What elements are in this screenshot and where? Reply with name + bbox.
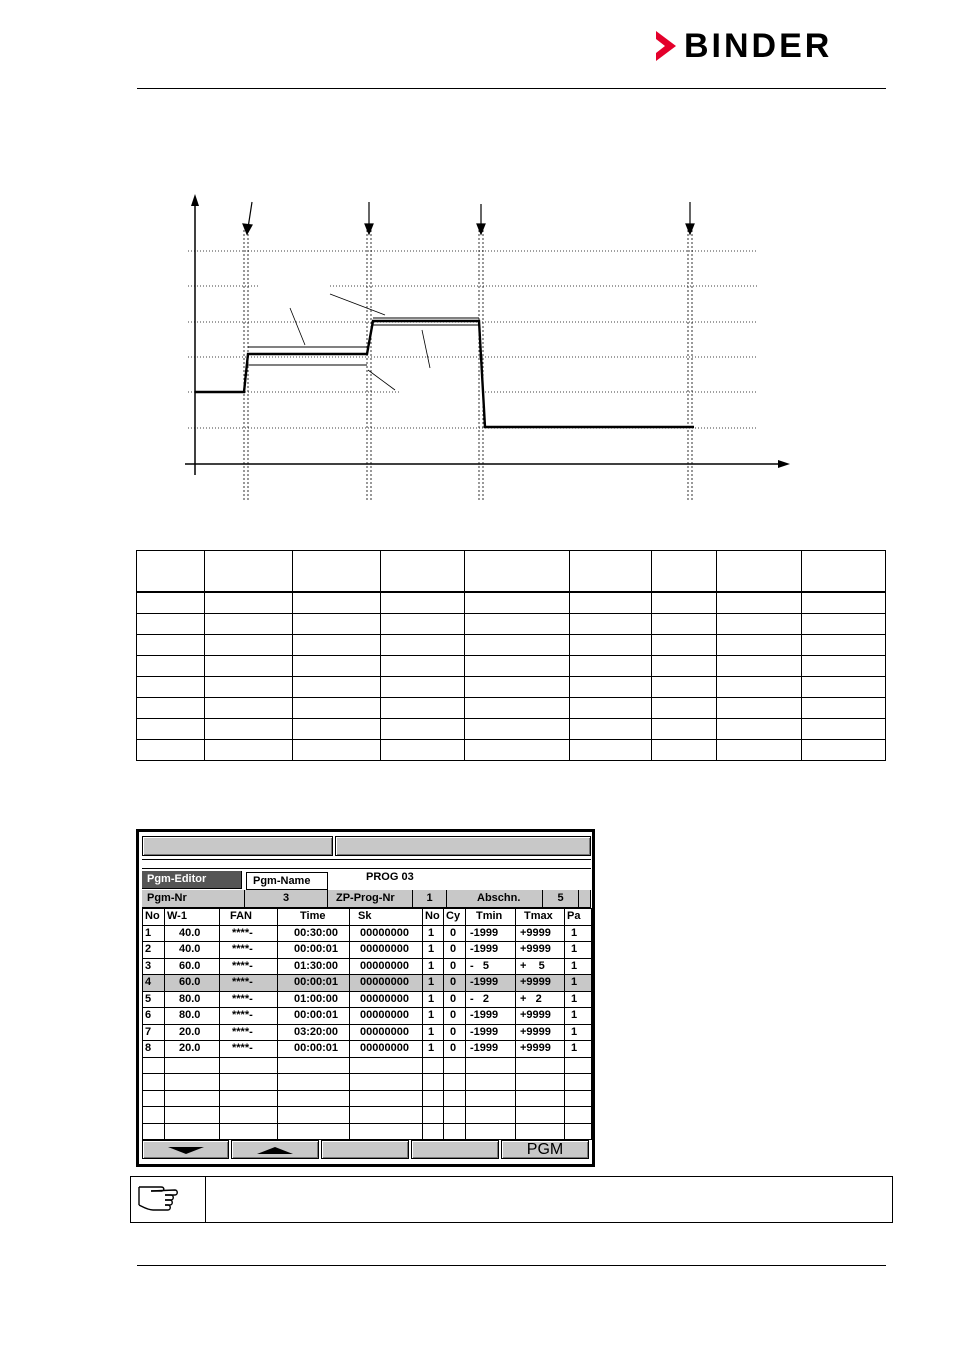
- program-grid: [142, 908, 591, 1140]
- row-tmin[interactable]: -1999: [466, 1024, 516, 1041]
- program-name-value[interactable]: PROG 03: [366, 871, 414, 883]
- row-pa[interactable]: 1: [565, 1041, 592, 1058]
- row-fan[interactable]: ****-: [220, 1008, 278, 1025]
- row-tmin[interactable]: - 5: [466, 958, 516, 975]
- row-time[interactable]: 00:00:01: [278, 1041, 350, 1058]
- brand-logo: BINDER: [684, 27, 833, 65]
- softkey-4[interactable]: [411, 1140, 499, 1159]
- row-no[interactable]: 8: [143, 1041, 165, 1058]
- row-fan[interactable]: ****-: [220, 942, 278, 959]
- table-row: [137, 677, 886, 698]
- footer-rule: [137, 1265, 886, 1266]
- row-no2[interactable]: 1: [423, 942, 444, 959]
- header-rule: [137, 88, 886, 89]
- program-number-label: Pgm-Nr: [142, 890, 245, 908]
- row-cy[interactable]: 0: [444, 991, 466, 1008]
- zp-program-label: ZP-Prog-Nr: [328, 890, 413, 908]
- row-cy[interactable]: 0: [444, 1024, 466, 1041]
- row-sk[interactable]: 00000000: [350, 991, 423, 1008]
- scroll-up-button[interactable]: [231, 1140, 319, 1159]
- row-cy[interactable]: 0: [444, 975, 466, 992]
- row-setpoint[interactable]: 40.0: [165, 942, 220, 959]
- arrow-down-icon: [166, 1145, 206, 1157]
- row-pa[interactable]: 1: [565, 1008, 592, 1025]
- program-name-label: Pgm-Name: [246, 872, 328, 890]
- softkey-bar: [142, 1140, 591, 1160]
- program-step-row[interactable]: [143, 975, 592, 992]
- scroll-down-button[interactable]: [142, 1140, 229, 1159]
- section-value[interactable]: 5: [543, 890, 579, 908]
- row-cy[interactable]: 0: [444, 925, 466, 942]
- section-label: Abschn.: [447, 890, 543, 908]
- empty-grid-row: [143, 1090, 592, 1107]
- row-cy[interactable]: 0: [444, 1041, 466, 1058]
- col-sk: Sk: [350, 909, 423, 926]
- row-no[interactable]: 2: [143, 942, 165, 959]
- row-tmax[interactable]: +9999: [516, 1008, 565, 1025]
- zp-program-value[interactable]: 1: [413, 890, 447, 908]
- program-step-row[interactable]: [143, 991, 592, 1008]
- top-right-softkey[interactable]: [335, 836, 591, 856]
- row-no[interactable]: 6: [143, 1008, 165, 1025]
- row-tmin[interactable]: -1999: [466, 1008, 516, 1025]
- row-time[interactable]: 00:30:00: [278, 925, 350, 942]
- row-sk[interactable]: 00000000: [350, 1024, 423, 1041]
- row-pa[interactable]: 1: [565, 975, 592, 992]
- col-tmax: Tmax: [516, 909, 565, 926]
- row-pa[interactable]: 1: [565, 942, 592, 959]
- row-time[interactable]: 01:00:00: [278, 991, 350, 1008]
- program-profile-diagram: [180, 190, 800, 510]
- row-sk[interactable]: 00000000: [350, 958, 423, 975]
- col-tmin: Tmin: [466, 909, 516, 926]
- row-tmax[interactable]: + 5: [516, 958, 565, 975]
- row-no2[interactable]: 1: [423, 1008, 444, 1025]
- col-fan: FAN: [220, 909, 278, 926]
- row-tmin[interactable]: - 2: [466, 991, 516, 1008]
- pointing-hand-icon: [131, 1177, 205, 1222]
- row-pa[interactable]: 1: [565, 958, 592, 975]
- row-fan[interactable]: ****-: [220, 1024, 278, 1041]
- controller-display: [136, 829, 595, 1167]
- row-setpoint[interactable]: 60.0: [165, 975, 220, 992]
- row-sk[interactable]: 00000000: [350, 975, 423, 992]
- col-pa: Pa: [565, 909, 592, 926]
- row-fan[interactable]: ****-: [220, 975, 278, 992]
- softkey-3[interactable]: [321, 1140, 409, 1159]
- row-fan[interactable]: ****-: [220, 991, 278, 1008]
- row-no[interactable]: 7: [143, 1024, 165, 1041]
- row-setpoint[interactable]: 80.0: [165, 1008, 220, 1025]
- row-pa[interactable]: 1: [565, 991, 592, 1008]
- row-tmin[interactable]: -1999: [466, 1041, 516, 1058]
- note-box: [130, 1176, 893, 1223]
- table-row: [137, 719, 886, 740]
- empty-grid-row: [143, 1123, 592, 1140]
- row-cy[interactable]: 0: [444, 958, 466, 975]
- empty-grid-row: [143, 1074, 592, 1091]
- table-row: [137, 698, 886, 719]
- row-tmax[interactable]: + 2: [516, 991, 565, 1008]
- row-time[interactable]: 03:20:00: [278, 1024, 350, 1041]
- row-sk[interactable]: 00000000: [350, 925, 423, 942]
- row-setpoint[interactable]: 80.0: [165, 991, 220, 1008]
- row-tmax[interactable]: +9999: [516, 1041, 565, 1058]
- row-cy[interactable]: 0: [444, 1008, 466, 1025]
- row-no[interactable]: 1: [143, 925, 165, 942]
- row-cy[interactable]: 0: [444, 942, 466, 959]
- row-no[interactable]: 4: [143, 975, 165, 992]
- row-fan[interactable]: ****-: [220, 958, 278, 975]
- program-step-row[interactable]: [143, 1041, 592, 1058]
- row-no2[interactable]: 1: [423, 975, 444, 992]
- row-no[interactable]: 3: [143, 958, 165, 975]
- row-tmin[interactable]: -1999: [466, 925, 516, 942]
- row-tmin[interactable]: -1999: [466, 942, 516, 959]
- empty-grid-row: [143, 1107, 592, 1124]
- row-pa[interactable]: 1: [565, 925, 592, 942]
- row-time[interactable]: 00:00:01: [278, 1008, 350, 1025]
- row-fan[interactable]: ****-: [220, 1041, 278, 1058]
- program-step-row[interactable]: [143, 942, 592, 959]
- binder-logo-mark: [654, 30, 680, 62]
- row-setpoint[interactable]: 20.0: [165, 1041, 220, 1058]
- row-sk[interactable]: 00000000: [350, 1041, 423, 1058]
- table-row: [137, 592, 886, 614]
- col-no: No: [143, 909, 165, 926]
- note-icon-cell: [131, 1177, 206, 1222]
- program-table: [136, 550, 886, 761]
- col-cy: Cy: [444, 909, 466, 926]
- empty-grid-row: [143, 1057, 592, 1074]
- row-no2[interactable]: 1: [423, 991, 444, 1008]
- table-row: [137, 656, 886, 677]
- program-step-row[interactable]: [143, 958, 592, 975]
- top-left-softkey[interactable]: [142, 836, 333, 856]
- row-setpoint[interactable]: 20.0: [165, 1024, 220, 1041]
- row-no2[interactable]: 1: [423, 925, 444, 942]
- program-step-row[interactable]: [143, 1024, 592, 1041]
- row-sk[interactable]: 00000000: [350, 1008, 423, 1025]
- col-time: Time: [278, 909, 350, 926]
- row-tmax[interactable]: +9999: [516, 925, 565, 942]
- row-no2[interactable]: 1: [423, 1024, 444, 1041]
- row-time[interactable]: 00:00:01: [278, 942, 350, 959]
- row-pa[interactable]: 1: [565, 1024, 592, 1041]
- row-sk[interactable]: 00000000: [350, 942, 423, 959]
- row-time[interactable]: 00:00:01: [278, 975, 350, 992]
- col-no2: No: [423, 909, 444, 926]
- pgm-button[interactable]: PGM: [501, 1140, 589, 1159]
- row-fan[interactable]: ****-: [220, 925, 278, 942]
- col-setpoint: W-1: [165, 909, 220, 926]
- table-row: [137, 635, 886, 656]
- program-step-row[interactable]: [143, 925, 592, 942]
- row-setpoint[interactable]: 60.0: [165, 958, 220, 975]
- row-tmax[interactable]: +9999: [516, 975, 565, 992]
- program-step-row[interactable]: [143, 1008, 592, 1025]
- row-time[interactable]: 01:30:00: [278, 958, 350, 975]
- display-divider: [142, 859, 591, 860]
- row-tmax[interactable]: +9999: [516, 942, 565, 959]
- mode-label: Pgm-Editor: [142, 871, 242, 889]
- row-tmin[interactable]: -1999: [466, 975, 516, 992]
- row-setpoint[interactable]: 40.0: [165, 925, 220, 942]
- row-no2[interactable]: 1: [423, 1041, 444, 1058]
- grid-header-row: [143, 909, 592, 926]
- section-spacer: [579, 890, 591, 908]
- program-number-value[interactable]: 3: [245, 890, 328, 908]
- row-no[interactable]: 5: [143, 991, 165, 1008]
- table-row: [137, 614, 886, 635]
- table-row: [137, 740, 886, 761]
- row-no2[interactable]: 1: [423, 958, 444, 975]
- table-header-row: [137, 551, 886, 593]
- arrow-up-icon: [255, 1144, 295, 1156]
- row-tmax[interactable]: +9999: [516, 1024, 565, 1041]
